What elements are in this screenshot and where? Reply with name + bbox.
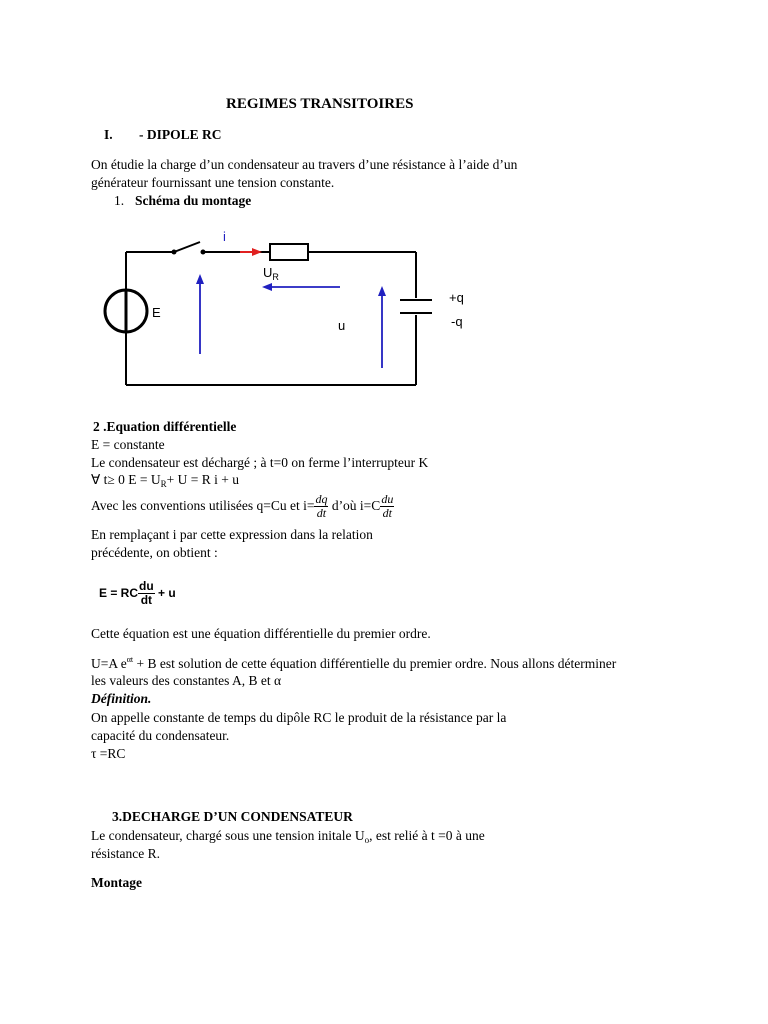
solution-line: U=A $e^{\alpha t} + B$ est solution de cette équation différentielle du premier ordre. Nous allons déterminer <box>91 655 617 671</box>
fraction-du-dt: $\frac{du}{dt}$ <box>381 492 394 521</box>
tau-line: τ =RC <box>91 746 126 761</box>
intro-line-1: On étudie la charge d’un condensateur au travers d’une résistance à l’aide d’un <box>91 157 518 172</box>
current-arrow <box>240 248 262 256</box>
e-voltage-arrow <box>196 274 204 354</box>
section-heading: - DIPOLE RC <box>139 127 222 142</box>
differential-equation: E = RC $\frac{du}{dt}$ + u <box>99 579 176 608</box>
definition-line-1: On appelle constante de temps du dipôle RC le produit de la résistance par la <box>91 710 507 725</box>
circuit-diagram <box>90 220 470 400</box>
switch-symbol <box>172 242 206 255</box>
minus-q-label: -q <box>451 314 463 329</box>
first-order-line: Cette équation est une équation différentielle du premier ordre. <box>91 626 431 641</box>
ur-label: $U_R$ <box>263 265 279 282</box>
discharge-line-2: résistance R. <box>91 846 160 861</box>
resistor-symbol <box>270 244 308 260</box>
subsection-3-heading: 3.DECHARGE D’UN CONDENSATEUR <box>112 809 353 824</box>
definition-line-2: capacité du condensateur. <box>91 728 230 743</box>
current-label: i <box>223 229 226 244</box>
generator-label: E <box>152 305 161 320</box>
u-voltage-arrow <box>378 286 386 368</box>
replace-line-1: En remplaçant i par cette expression dans la relation <box>91 527 373 542</box>
discharged-line: Le condensateur est déchargé ; à t=0 on ferme l’interrupteur K <box>91 455 429 470</box>
plus-q-label: +q <box>449 290 464 305</box>
discharge-line-1: Le condensateur, chargé sous une tension initale $U_o$, est relié à t =0 à une <box>91 828 485 845</box>
generator-symbol <box>105 290 147 332</box>
conventions-line: Avec les conventions utilisées q=Cu et i= $\frac{dq}{dt}$ d’où i=C $\frac{du}{dt}$ <box>91 492 394 521</box>
fraction-dq-dt: $\frac{dq}{dt}$ <box>315 492 328 521</box>
definition-heading: Définition. <box>91 691 152 706</box>
subsection-1-number: 1. <box>114 193 125 208</box>
solution-line-2: les valeurs des constantes A, B et α <box>91 673 282 688</box>
forall-line: ∀ t≥ 0 $E = U_R+ U = R$ i + u <box>91 472 240 489</box>
page-title: REGIMES TRANSITOIRES <box>226 96 414 112</box>
section-number: I. <box>104 127 113 142</box>
intro-line-2: générateur fournissant une tension constante. <box>91 175 335 190</box>
montage-heading: Montage <box>91 875 142 890</box>
replace-line-2: précédente, on obtient : <box>91 545 218 560</box>
capacitor-symbol <box>400 300 432 313</box>
e-constant-line: E = constante <box>91 437 165 452</box>
ur-voltage-arrow <box>262 283 340 291</box>
subsection-1-heading: Schéma du montage <box>135 193 252 208</box>
u-label: u <box>338 318 346 333</box>
subsection-2-heading: 2 .Equation différentielle <box>93 419 237 434</box>
